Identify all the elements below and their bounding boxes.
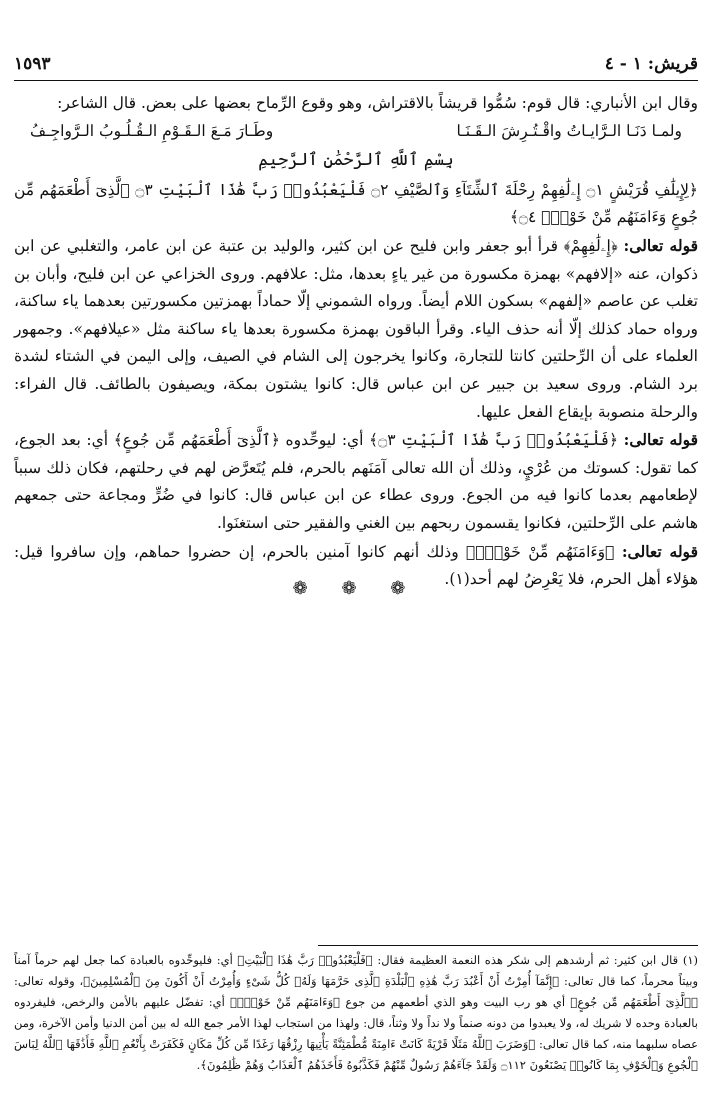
surah-label: قريش: ١ - ٤ (604, 54, 698, 74)
main-text (14, 90, 698, 594)
commentary-verse-3 (14, 426, 698, 537)
commentary-text: ﴿فَلْيَعْبُدُوا۟ رَبَّ هَٰذَا ٱلْبَيْتِ ۝٣﴾ أي: ليوحِّدوه ﴿ٱلَّذِىٓ أَطْعَمَهُم مِّن جُوعٍ﴾ أي: بعد الجوع، كما تقول: كسوتك من عُرْيٍ، وذلك أن الله تعالى آمَنَهم بالحرم، فلم يُتَعرَّض لهم في رحلتهم، فكان ذلك سبباً لإطعامهم بعدما كانوا فيه من الجوع. وروى عطاء عن ابن عباس قال: كانوا في ضُرٍّ ومجاعة حتى جمعهم هاشم على الرِّحلتين، فكانوا يقسمون ربحهم بين الغني والفقير حتى استغنَوا. (14, 431, 698, 532)
commentary-text: ﴿وَءَامَنَهُم مِّنْ خَوْفٍۭ﴾ وذلك أنهم كانوا آمنين بالحرم، إن حضروا حماهم، وإن سافروا قيل: هؤلاء أهل الحرم، فلا يَعْرِضُ لهم أحد(١). (14, 542, 698, 589)
basmala: بِسْمِ ٱللَّهِ ٱلرَّحْمَٰنِ ٱلرَّحِيمِ (258, 150, 454, 171)
verse-label: قوله تعالى: (623, 235, 698, 255)
poem-hemistich-left: وطَـارَ مَـعَ الـقَـوْمِ الـقُـلُـوبُ الـرَّواجِـفُ (30, 121, 274, 140)
footnote-rule (318, 945, 698, 946)
section-separator: ❁ ❁ ❁ (292, 578, 420, 599)
verse-label: قوله تعالى: (621, 541, 698, 561)
quran-verses: ﴿لِإِيلَٰفِ قُرَيْشٍ ۝١ إِۦلَٰفِهِمْ رِحْلَةَ ٱلشِّتَآءِ وَٱلصَّيْفِ ۝٢ فَلْيَعْبُدُوا۟ رَبَّ هَٰذَا ٱلْبَيْتِ ۝٣ ٱلَّذِىٓ أَطْعَمَهُم مِّن جُوعٍ وَءَامَنَهُم مِّنْ خَوْفٍۭ ۝٤﴾ (14, 180, 699, 227)
verse-label: قوله تعالى: (623, 430, 698, 450)
page-number: ١٥٩٣ (14, 54, 51, 74)
header-rule (14, 80, 698, 81)
running-header (14, 52, 698, 76)
poem-verse (14, 118, 698, 146)
commentary-text: ﴿إِۦلَٰفِهِمْ﴾ قرأ أبو جعفر وابن فليح عن ابن كثير، والوليد بن عتبة عن ابن عامر، والتغلبي عن ابن ذكوان، عنه «إلافهم» بهمزة مكسورة من غير ياءٍ بعدها، مثل: علافهم. وروى الخزاعي عن ابن فليح، وأبان بن تغلب عن عاصم «إلفهم» بسكون اللام أيضاً. ورواه الشموني إلّا حماداً بهمزتين مكسورتين بعدهما ياء ساكنة، ورواه حماد كذلك إلّا أنه حذف الياء. وقرأ الباقون بهمزة مكسورة بعدها ياء ساكنة مثل «عيلافهم». وجمهور العلماء على أن الرِّحلتين كانتا للتجارة، وكانوا يخرجون إلى الشام في الصيف، وإلى اليمن في الشتاء لشدة برد الشام. وروى سعيد بن جبير عن ابن عباس قال: كانوا يشتون بمكة، ويصيفون بالطائف. قال الفراء: والرحلة منصوبة بإيقاع الفعل عليها. (14, 236, 698, 421)
poem-hemistich-right: ولمـا دَنَـا الـرَّايـاتُ واقْـتُـرِشَ الـقَـنَـا (456, 121, 682, 140)
footnote: (١) قال ابن كثير: ثم أرشدهم إلى شكر هذه النعمة العظيمة فقال: ﴿فَلْيَعْبُدُوا۟ رَبَّ هَٰذَا ٱلْبَيْتِ﴾ أي: فليوحِّدوه بالعبادة كما جعل لهم حرماً آمناً وبيتاً محرماً، كما قال تعالى: ﴿إِنَّمَآ أُمِرْتُ أَنْ أَعْبُدَ رَبَّ هَٰذِهِ ٱلْبَلْدَةِ ٱلَّذِى حَرَّمَهَا وَلَهُۥ كُلُّ شَىْءٍ وَأُمِرْتُ أَنْ أَكُونَ مِنَ ٱلْمُسْلِمِينَ﴾، وقوله تعالى: ﴿ٱلَّذِىٓ أَطْعَمَهُم مِّن جُوعٍ﴾ أي هو رب البيت وهو الذي أطعمهم من جوع ﴿وَءَامَنَهُم مِّنْ خَوْفٍۭ﴾ أي: تفضّل عليهم بالأمن والرخص، فليفردوه بالعبادة وحده لا شريك له، ولا يعبدوا من دونه صنماً ولا نداً ولا وثناً، قال: ولهذا من استجاب لهذا الأمر جمع الله له بين أمن الدنيا وأمن الآخرة، ومن عصاه سلبهما منه، كما قال تعالى: ﴿وَضَرَبَ ٱللَّهُ مَثَلًا قَرْيَةً كَانَتْ ءَامِنَةً مُّطْمَئِنَّةً يَأْتِيهَا رِزْقُهَا رَغَدًا مِّن كُلِّ مَكَانٍ فَكَفَرَتْ بِأَنْعُمِ ٱللَّهِ فَأَذَٰقَهَا ٱللَّهُ لِبَاسَ ٱلْجُوعِ وَٱلْخَوْفِ بِمَا كَانُوا۟ يَصْنَعُونَ ۝١١٢ وَلَقَدْ جَآءَهُمْ رَسُولٌ مِّنْهُمْ فَكَذَّبُوهُ فَأَخَذَهُمُ ٱلْعَذَابُ وَهُمْ ظَٰلِمُونَ﴾. (14, 953, 698, 1072)
book-page (14, 0, 698, 1112)
commentary-verse-2 (14, 232, 698, 426)
paragraph-anbari: وقال ابن الأنباري: قال قوم: سُمُّوا قريشاً بالاقتراش، وهو وقوع الرِّماح بعضها على بعض. قال الشاعر: (57, 94, 698, 112)
